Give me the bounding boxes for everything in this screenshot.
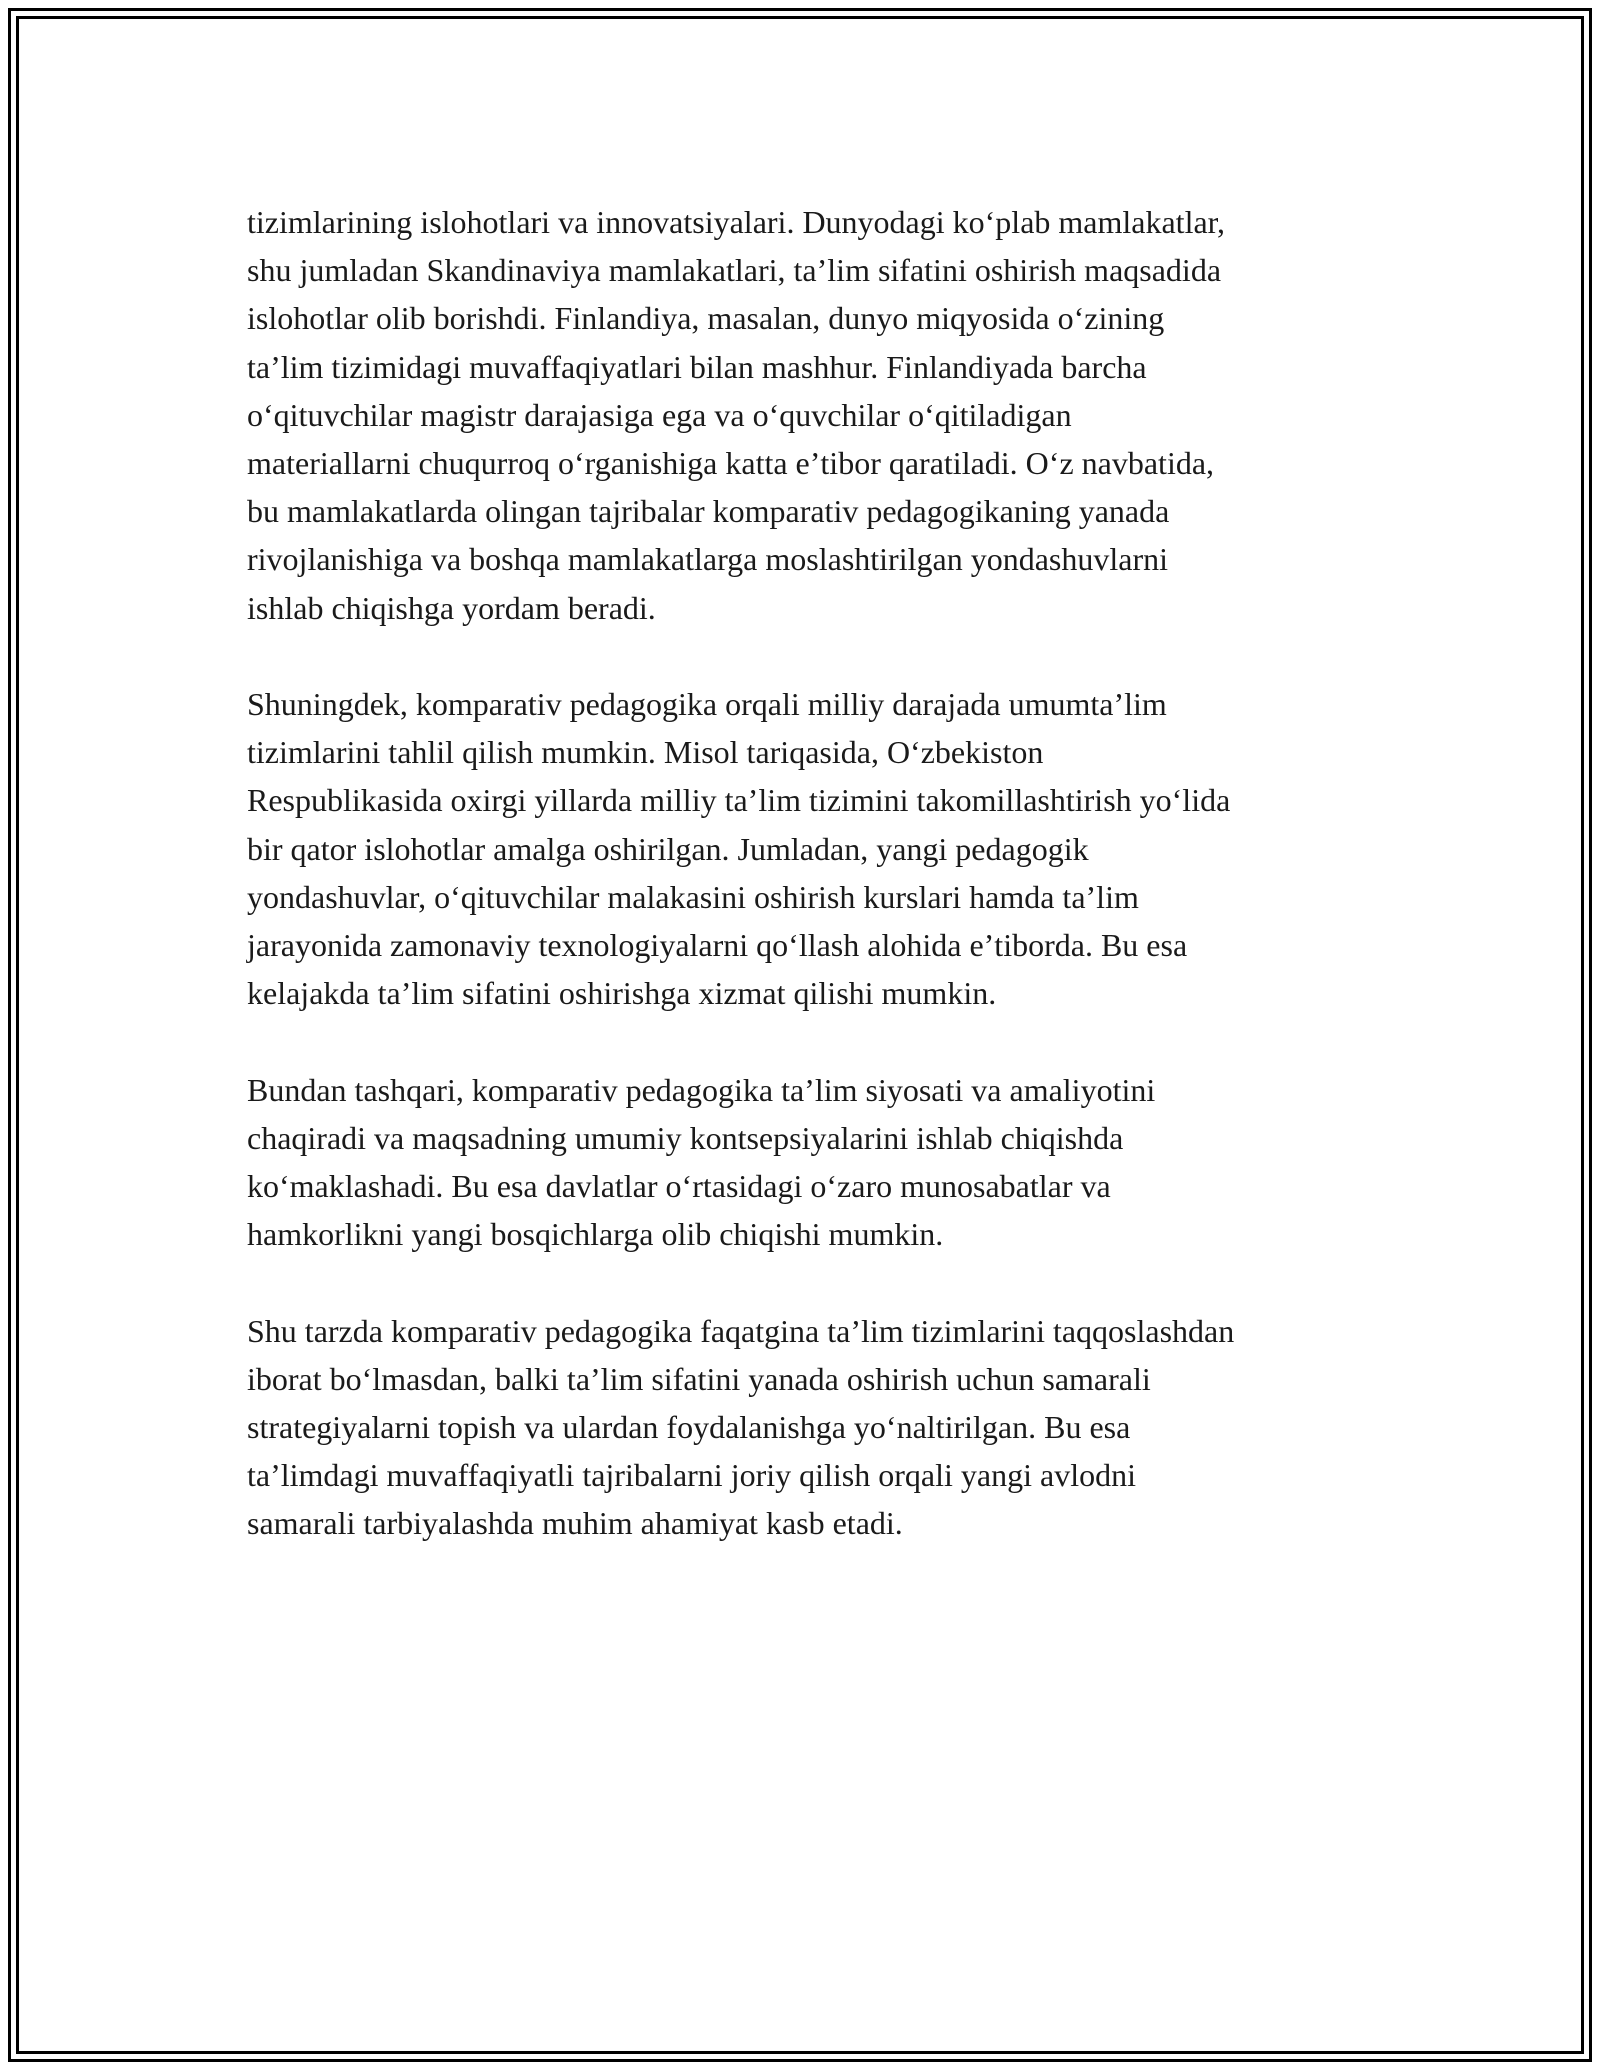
text-line: oʻqituvchilar magistr darajasiga ega va oʻquvchilar oʻqitiladigan [247,396,1072,433]
text-line: tizimlarining islohotlari va innovatsiyalari. Dunyodagi koʻplab mamlakatlar, [247,204,1226,240]
paragraph-4 [247,1307,1427,1548]
text-line: islohotlar olib borishdi. Finlandiya, masalan, dunyo miqyosida oʻzining [247,300,1165,337]
text-line: materiallarni chuqurroq oʻrganishiga katta eʼtibor qaratiladi. Oʻz navbatida, [247,445,1215,482]
document-body [247,198,1427,1596]
paragraph-3 [247,1066,1427,1259]
text-line: Shu tarzda komparativ pedagogika faqatgina taʼlim tizimlarini taqqoslashdan [247,1312,1235,1349]
text-line: hamkorlikni yangi bosqichlarga olib chiqishi mumkin. [247,1216,944,1253]
text-line: samarali tarbiyalashda muhim ahamiyat kasb etadi. [247,1505,903,1542]
paragraph-2 [247,680,1427,1017]
text-line: bir qator islohotlar amalga oshirilgan. Jumladan, yangi pedagogik [247,830,1089,867]
text-line: strategiyalarni topish va ulardan foydalanishga yoʻnaltirilgan. Bu esa [247,1409,1131,1446]
text-line: taʼlimdagi muvaffaqiyatli tajribalarni joriy qilish orqali yangi avlodni [247,1457,1136,1494]
text-line: Shuningdek, komparativ pedagogika orqali milliy darajada umumtaʼlim [247,686,1167,723]
text-line: jarayonida zamonaviy texnologiyalarni qoʻllash alohida eʼtiborda. Bu esa [247,927,1188,964]
text-line: ishlab chiqishga yordam beradi. [247,589,656,626]
text-line: taʼlim tizimidagi muvaffaqiyatlari bilan mashhur. Finlandiyada barcha [247,348,1147,385]
text-line: rivojlanishiga va boshqa mamlakatlarga moslashtirilgan yondashuvlarni [247,541,1168,578]
text-line: bu mamlakatlarda olingan tajribalar komparativ pedagogikaning yanada [247,493,1170,530]
text-line: shu jumladan Skandinaviya mamlakatlari, taʼlim sifatini oshirish maqsadida [247,252,1222,289]
page-frame [8,8,1592,2062]
text-line: tizimlarini tahlil qilish mumkin. Misol tariqasida, Oʻzbekiston [247,734,1044,771]
text-line: Bundan tashqari, komparativ pedagogika taʼlim siyosati va amaliyotini [247,1071,1156,1108]
text-line: kelajakda taʼlim sifatini oshirishga xizmat qilishi mumkin. [247,975,997,1012]
text-line: Respublikasida oxirgi yillarda milliy taʼlim tizimini takomillashtirish yoʻlida [247,782,1231,819]
text-line: chaqiradi va maqsadning umumiy kontsepsiyalarini ishlab chiqishda [247,1119,1124,1156]
paragraph-1 [247,198,1427,632]
text-line: iborat boʻlmasdan, balki taʼlim sifatini yanada oshirish uchun samarali [247,1360,1151,1397]
text-line: koʻmaklashadi. Bu esa davlatlar oʻrtasidagi oʻzaro munosabatlar va [247,1168,1111,1205]
text-line: yondashuvlar, oʻqituvchilar malakasini oshirish kurslari hamda taʼlim [247,878,1139,915]
